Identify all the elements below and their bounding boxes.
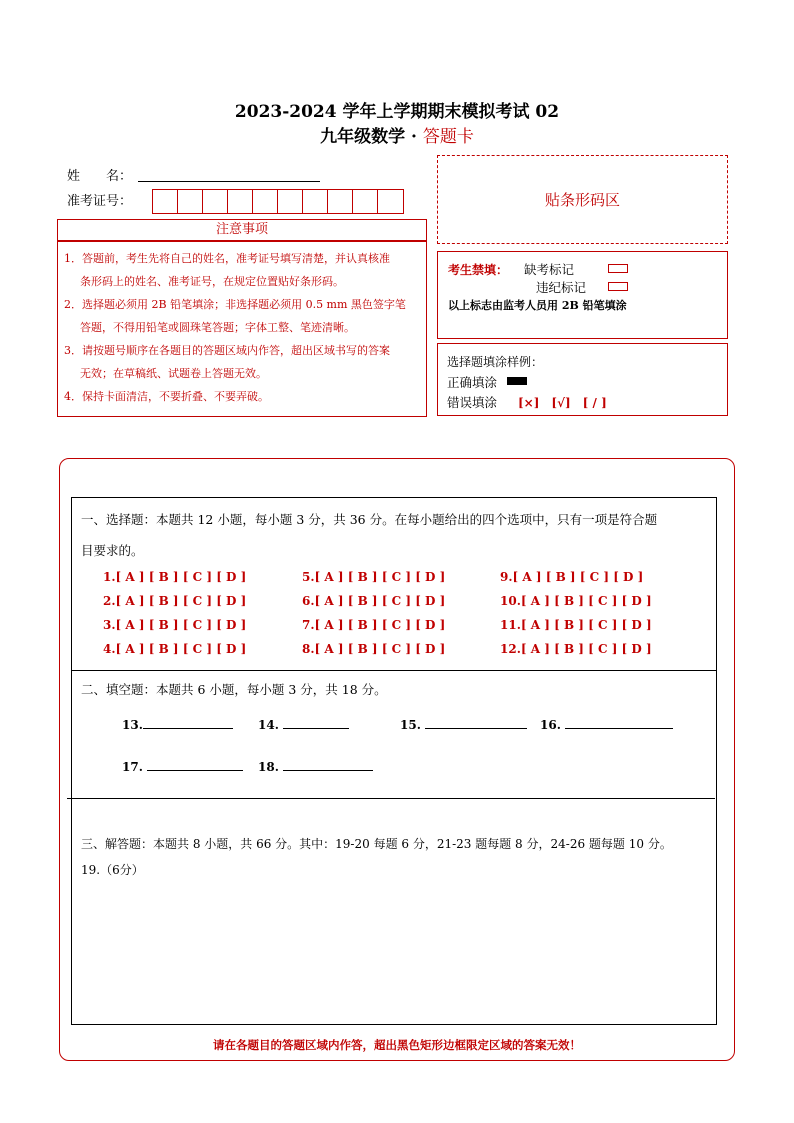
answer-blank[interactable] [147,758,243,771]
choice-question[interactable] [103,570,246,584]
notice-item: 条形码上的姓名、准考证号，在规定位置贴好条形码。 [80,275,344,288]
id-digit-box[interactable] [203,190,228,213]
choice-options[interactable]: [ A ] [ B ] [ C ] [ D ] [115,618,247,632]
question-number: 14. [258,718,279,732]
choice-options[interactable]: [ A ] [ B ] [ C ] [ D ] [314,642,446,656]
absent-mark-box[interactable] [608,264,628,273]
question-number: 17. [122,760,143,774]
notice-item: 3．请按题号顺序在各题目的答题区域内作答，超出区域书写的答案 [64,344,390,357]
section-divider [71,670,717,671]
question-number: 11. [500,618,521,632]
notice-item: 1．答题前，考生先将自己的姓名，准考证号填写清楚，并认真核准 [64,252,390,265]
id-digit-box[interactable] [303,190,328,213]
id-digit-box[interactable] [328,190,353,213]
choice-question[interactable] [302,594,445,608]
page-subtitle [0,122,794,147]
id-digit-box[interactable] [153,190,178,213]
choice-question[interactable] [302,618,445,632]
notice-item: 4．保持卡面清洁，不要折叠、不要弄破。 [64,390,269,403]
correct-fill-label: 正确填涂 [447,375,498,390]
section3-heading: 三、解答题：本题共 8 小题，共 66 分。其中：19-20 每题 6 分，21-23 题每题 8 分，24-26 题每题 10 分。 [81,837,672,851]
question-number: 8. [302,642,315,656]
notice-heading: 注意事项 [57,219,427,241]
page-title: 2023-2024 学年上学期期末模拟考试 02 [234,102,560,122]
question-number: 10. [500,594,521,608]
id-digit-box[interactable] [278,190,303,213]
id-digit-box[interactable] [228,190,253,213]
choice-question[interactable] [103,618,246,632]
correct-fill-mark [507,377,527,385]
id-digit-box[interactable] [353,190,378,213]
violation-mark-box[interactable] [608,282,628,291]
choice-options[interactable]: [ A ] [ B ] [ C ] [ D ] [115,594,247,608]
choice-options[interactable]: [ A ] [ B ] [ C ] [ D ] [314,618,446,632]
answer-blank[interactable] [283,716,349,729]
section-divider [67,798,715,799]
answer-blank[interactable] [143,716,233,729]
notice-item: 2．选择题必须用 2B 铅笔填涂；非选择题必须用 0.5 mm 黑色签字笔 [64,298,406,311]
section2-heading: 二、填空题：本题共 6 小题，每小题 3 分，共 18 分。 [81,682,387,697]
id-digit-box[interactable] [178,190,203,213]
exam-id-boxes[interactable] [152,189,404,214]
choice-options[interactable]: [ A ] [ B ] [ C ] [ D ] [314,594,446,608]
wrong-fill-label: 错误填涂 [447,395,498,410]
notice-box [57,241,427,417]
choice-question[interactable] [302,570,445,584]
examiner-note: 以上标志由监考人员用 2B 铅笔填涂 [448,299,627,312]
question-number: 1. [103,570,116,584]
question-number: 6. [302,594,315,608]
choice-options[interactable]: [ A ] [ B ] [ C ] [ D ] [520,642,652,656]
choice-question[interactable] [500,618,652,632]
subtitle-separator: · [411,127,417,147]
barcode-area [437,155,728,244]
question-number: 12. [500,642,521,656]
answer-card-label: 答题卡 [422,127,474,147]
id-digit-box[interactable] [378,190,403,213]
question-number: 5. [302,570,315,584]
choice-options[interactable]: [ A ] [ B ] [ C ] [ D ] [314,570,446,584]
sample-title: 选择题填涂样例： [447,355,544,369]
subject-title: 九年级数学 [320,127,406,147]
question-number: 16. [540,718,561,732]
violation-label: 违纪标记 [536,280,587,295]
name-label: 姓 名： [67,169,133,184]
answer-blank[interactable] [425,716,527,729]
section1-heading: 一、选择题：本题共 12 小题，每小题 3 分，共 36 分。在每小题给出的四个选项中，只有一项是符合题 [81,512,658,527]
question-number: 3. [103,618,116,632]
question-number: 18. [258,760,279,774]
name-field[interactable] [138,180,320,182]
notice-item: 答题，不得用铅笔或圆珠笔答题；字体工整、笔迹清晰。 [80,321,355,334]
answer-blank[interactable] [283,758,373,771]
barcode-label: 贴条形码区 [544,191,620,209]
id-digit-box[interactable] [253,190,278,213]
question-number: 13. [122,718,143,732]
fill-question[interactable] [122,758,243,774]
absent-label: 缺考标记 [524,262,575,277]
fill-question[interactable] [122,716,233,732]
choice-question[interactable] [500,570,643,584]
choice-question[interactable] [500,594,652,608]
choice-options[interactable]: [ A ] [ B ] [ C ] [ D ] [115,570,247,584]
choice-question[interactable] [103,594,246,608]
choice-options[interactable]: [ A ] [ B ] [ C ] [ D ] [520,594,652,608]
question-number: 9. [500,570,513,584]
question-number: 15. [400,718,421,732]
choice-options[interactable]: [ A ] [ B ] [ C ] [ D ] [115,642,247,656]
examiner-label: 考生禁填： [448,263,509,277]
choice-options[interactable]: [ A ] [ B ] [ C ] [ D ] [512,570,644,584]
fill-sample-box [437,343,728,416]
question-number: 4. [103,642,116,656]
answer-area-warning: 请在各题目的答题区域内作答，超出黑色矩形边框限定区域的答案无效！ [213,1038,581,1052]
exam-id-label: 准考证号： [67,194,133,209]
fill-question[interactable] [400,716,527,732]
wrong-fill-marks: [×] [√] [ / ] [518,396,607,410]
choice-question[interactable] [500,642,652,656]
choice-question[interactable] [103,642,246,656]
choice-options[interactable]: [ A ] [ B ] [ C ] [ D ] [520,618,652,632]
fill-question[interactable] [540,716,673,732]
answer-blank[interactable] [565,716,673,729]
question-19-label: 19.（6分） [81,863,144,877]
question-number: 7. [302,618,315,632]
examiner-box [437,251,728,339]
section1-heading-cont: 目要求的。 [81,543,144,558]
fill-question[interactable] [258,758,373,774]
choice-question[interactable] [302,642,445,656]
fill-question[interactable] [258,716,349,732]
question-19-answer-area[interactable] [80,880,708,1018]
notice-item: 无效；在草稿纸、试题卷上答题无效。 [80,367,267,380]
question-number: 2. [103,594,116,608]
